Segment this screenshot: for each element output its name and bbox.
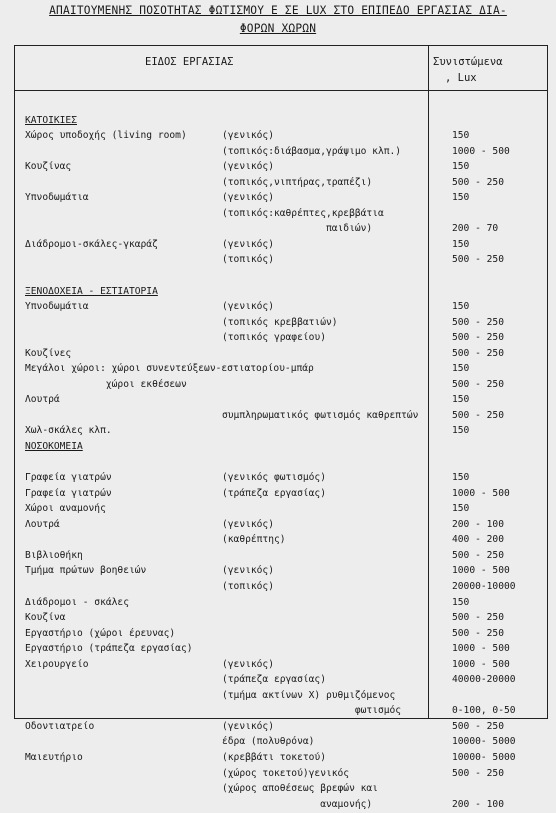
table-row	[15, 378, 547, 394]
lighting-type-cell: (γενικός φωτισμός)	[222, 472, 326, 484]
document-title-line-1: ΑΠΑΙΤΟΥΜΕΝΗΣ ΠΟΣΟΤΗΤΑΣ ΦΩΤΙΣΜΟΥ Ε ΣΕ LUX ΣΤΟ ΕΠΙΠΕΔΟ ΕΡΓΑΣΙΑΣ ΔΙΑ-	[49, 4, 507, 17]
table-row	[15, 129, 547, 145]
lighting-type-cell: (γενικός)	[222, 130, 274, 142]
table-row	[15, 658, 547, 674]
lighting-type-cell: (τοπικός γραφείου)	[222, 332, 326, 344]
table-row	[15, 689, 547, 705]
table-row	[15, 798, 547, 813]
lux-value-cell: 1000 - 500	[452, 565, 510, 577]
lux-value-cell: 500 - 250	[452, 378, 504, 390]
section-heading-row	[15, 285, 547, 301]
lux-value-cell: 1000 - 500	[452, 658, 510, 670]
lighting-type-cell: (τοπικός:διάβασμα,γράψιμο κλπ.)	[222, 145, 402, 157]
lux-value-cell: 40000-20000	[452, 674, 516, 686]
space-type-cell: Χώρος υποδοχής (living room)	[25, 130, 187, 142]
table-row	[15, 160, 547, 176]
space-type-cell: Μεγάλοι χώροι: χώροι συνεντεύξεων-εστιατορίου-μπάρ	[25, 363, 314, 375]
lighting-type-cell: (καθρέπτης)	[222, 534, 286, 546]
space-type-cell: Λουτρά	[25, 518, 60, 530]
lux-value-cell: 150	[452, 301, 470, 313]
space-type-cell: Διάδρομοι-σκάλες-γκαράζ	[25, 238, 158, 250]
lighting-type-cell: (τοπικός κρεββατιών)	[222, 316, 338, 328]
lighting-type-cell: (τοπικός)	[222, 580, 274, 592]
lux-value-cell: 1000 - 500	[452, 643, 510, 655]
table-body	[15, 98, 547, 813]
table-row	[15, 471, 547, 487]
lighting-type-cell: (γενικός)	[222, 720, 274, 732]
table-row	[15, 767, 547, 783]
lux-value-cell: 150	[452, 238, 470, 250]
lighting-type-cell: (χώρος αποθέσεως βρεφών και	[222, 783, 378, 795]
table-row	[15, 456, 547, 472]
lux-value-cell: 150	[452, 192, 470, 204]
table-row	[15, 673, 547, 689]
lux-value-cell: 500 - 250	[452, 316, 504, 328]
lux-value-cell: 150	[452, 130, 470, 142]
table-row	[15, 627, 547, 643]
header-recommended: Συνιστώμενα	[433, 56, 503, 68]
section-heading-row	[15, 440, 547, 456]
lux-value-cell: 500 - 250	[452, 347, 504, 359]
space-type-cell: Χειρουργείο	[25, 658, 89, 670]
lighting-type-cell: (χώρος τοκετού)γενικός	[222, 767, 350, 779]
space-type-cell: Κουζίνα	[25, 612, 66, 624]
table-row	[15, 331, 547, 347]
table-row	[15, 253, 547, 269]
space-type-cell: Οδοντιατρείο	[25, 720, 95, 732]
table-row	[15, 596, 547, 612]
table-row	[15, 735, 547, 751]
lux-value-cell: 500 - 250	[452, 176, 504, 188]
table-row	[15, 751, 547, 767]
table-row	[15, 269, 547, 285]
header-work-type: ΕΙΔΟΣ ΕΡΓΑΣΙΑΣ	[145, 56, 234, 68]
lux-value-cell: 150	[452, 425, 470, 437]
lux-value-cell: 400 - 200	[452, 534, 504, 546]
table-row	[15, 191, 547, 207]
header-divider	[15, 90, 547, 91]
lighting-type-cell: (τράπεζα εργασίας)	[222, 487, 326, 499]
lux-value-cell: 20000-10000	[452, 580, 516, 592]
table-row	[15, 316, 547, 332]
space-type-cell: Λουτρά	[25, 394, 60, 406]
table-row	[15, 393, 547, 409]
table-row	[15, 347, 547, 363]
lux-value-cell: 200 - 70	[452, 223, 499, 235]
space-type-cell: Κουζίνας	[25, 161, 72, 173]
table-row	[15, 238, 547, 254]
lux-value-cell: 1000 - 500	[452, 145, 510, 157]
table-row	[15, 424, 547, 440]
section-title: ΞΕΝΟΔΟΧΕΙΑ - ΕΣΤΙΑΤΟΡΙΑ	[25, 285, 158, 297]
lux-value-cell: 150	[452, 363, 470, 375]
lighting-type-cell: (τοπικός,νιπτήρας,τραπέζι)	[222, 176, 373, 188]
lux-value-cell: 150	[452, 503, 470, 515]
lux-value-cell: 150	[452, 596, 470, 608]
lux-value-cell: 500 - 250	[452, 332, 504, 344]
lighting-type-cell: (γενικός)	[222, 565, 274, 577]
table-row	[15, 580, 547, 596]
lighting-type-cell: (γενικός)	[222, 238, 274, 250]
lux-value-cell: 500 - 250	[452, 254, 504, 266]
section-title: ΚΑΤΟΙΚΙΕΣ	[25, 114, 77, 126]
table-row	[15, 98, 547, 114]
illuminance-table	[14, 45, 548, 810]
space-type-cell: Τμήμα πρώτων βοηθειών	[25, 565, 147, 577]
lighting-type-cell: (γενικός)	[222, 161, 274, 173]
lighting-type-cell: φωτισμός	[222, 705, 402, 717]
space-type-cell: Υπνοδωμάτια	[25, 301, 89, 313]
lux-value-cell: 150	[452, 161, 470, 173]
table-row	[15, 300, 547, 316]
table-row	[15, 518, 547, 534]
lighting-type-cell: (τοπικός:καθρέπτες,κρεββάτια	[222, 207, 384, 219]
lighting-type-cell: (κρεββάτι τοκετού)	[222, 751, 326, 763]
space-type-cell: Υπνοδωμάτια	[25, 192, 89, 204]
table-row	[15, 502, 547, 518]
section-title: ΝΟΣΟΚΟΜΕΙΑ	[25, 441, 83, 453]
lighting-type-cell: αναμονής)	[222, 798, 373, 810]
lighting-type-cell: (τμήμα ακτίνων Χ) ρυθμιζόμενος	[222, 689, 396, 701]
table-row	[15, 611, 547, 627]
lux-value-cell: 0-100, 0-50	[452, 705, 516, 717]
lux-value-cell: 150	[452, 472, 470, 484]
table-row	[15, 704, 547, 720]
lux-value-cell: 200 - 100	[452, 518, 504, 530]
lux-value-cell: 150	[452, 394, 470, 406]
lux-value-cell: 500 - 250	[452, 767, 504, 779]
lux-value-cell: 500 - 250	[452, 409, 504, 421]
lighting-type-cell: (γενικός)	[222, 192, 274, 204]
space-type-cell: Εργαστήριο (τράπεζα εργασίας)	[25, 643, 193, 655]
space-type-cell: Εργαστήριο (χώροι έρευνας)	[25, 627, 176, 639]
section-heading-row	[15, 114, 547, 130]
table-row	[15, 409, 547, 425]
lux-value-cell: 500 - 250	[452, 612, 504, 624]
table-row	[15, 782, 547, 798]
lighting-type-cell: (γενικός)	[222, 301, 274, 313]
table-row	[15, 487, 547, 503]
table-row	[15, 145, 547, 161]
table-row	[15, 564, 547, 580]
space-type-cell: χώροι εκθέσεων	[25, 378, 187, 390]
lighting-type-cell: συμπληρωματικός φωτισμός καθρεπτών	[222, 409, 419, 421]
lux-value-cell: 10000- 5000	[452, 736, 516, 748]
lighting-type-cell: (γενικός)	[222, 658, 274, 670]
table-row	[15, 533, 547, 549]
lighting-type-cell: παιδιών)	[222, 223, 373, 235]
table-row	[15, 362, 547, 378]
space-type-cell: Χώροι αναμονής	[25, 503, 106, 515]
lighting-type-cell: (γενικός)	[222, 518, 274, 530]
space-type-cell: Βιβλιοθήκη	[25, 549, 83, 561]
lux-value-cell: 500 - 250	[452, 720, 504, 732]
space-type-cell: Χωλ-σκάλες κλπ.	[25, 425, 112, 437]
document-title-line-2: ΦΟΡΩΝ ΧΩΡΩΝ	[239, 22, 317, 35]
table-row	[15, 176, 547, 192]
lighting-type-cell: έδρα (πολυθρόνα)	[222, 736, 315, 748]
space-type-cell: Γραφεία γιατρών	[25, 487, 112, 499]
space-type-cell: Γραφεία γιατρών	[25, 472, 112, 484]
space-type-cell: Μαιευτήριο	[25, 751, 83, 763]
lux-value-cell: 1000 - 500	[452, 487, 510, 499]
table-row	[15, 207, 547, 223]
space-type-cell: Διάδρομοι - σκάλες	[25, 596, 129, 608]
space-type-cell: Κουζίνες	[25, 347, 72, 359]
lighting-type-cell: (τοπικός)	[222, 254, 274, 266]
table-row	[15, 642, 547, 658]
table-row	[15, 549, 547, 565]
header-unit: , Lux	[445, 72, 477, 84]
lux-value-cell: 200 - 100	[452, 798, 504, 810]
lux-value-cell: 10000- 5000	[452, 751, 516, 763]
lighting-type-cell: (τράπεζα εργασίας)	[222, 674, 326, 686]
table-row	[15, 222, 547, 238]
lux-value-cell: 500 - 250	[452, 549, 504, 561]
table-row	[15, 720, 547, 736]
lux-value-cell: 500 - 250	[452, 627, 504, 639]
